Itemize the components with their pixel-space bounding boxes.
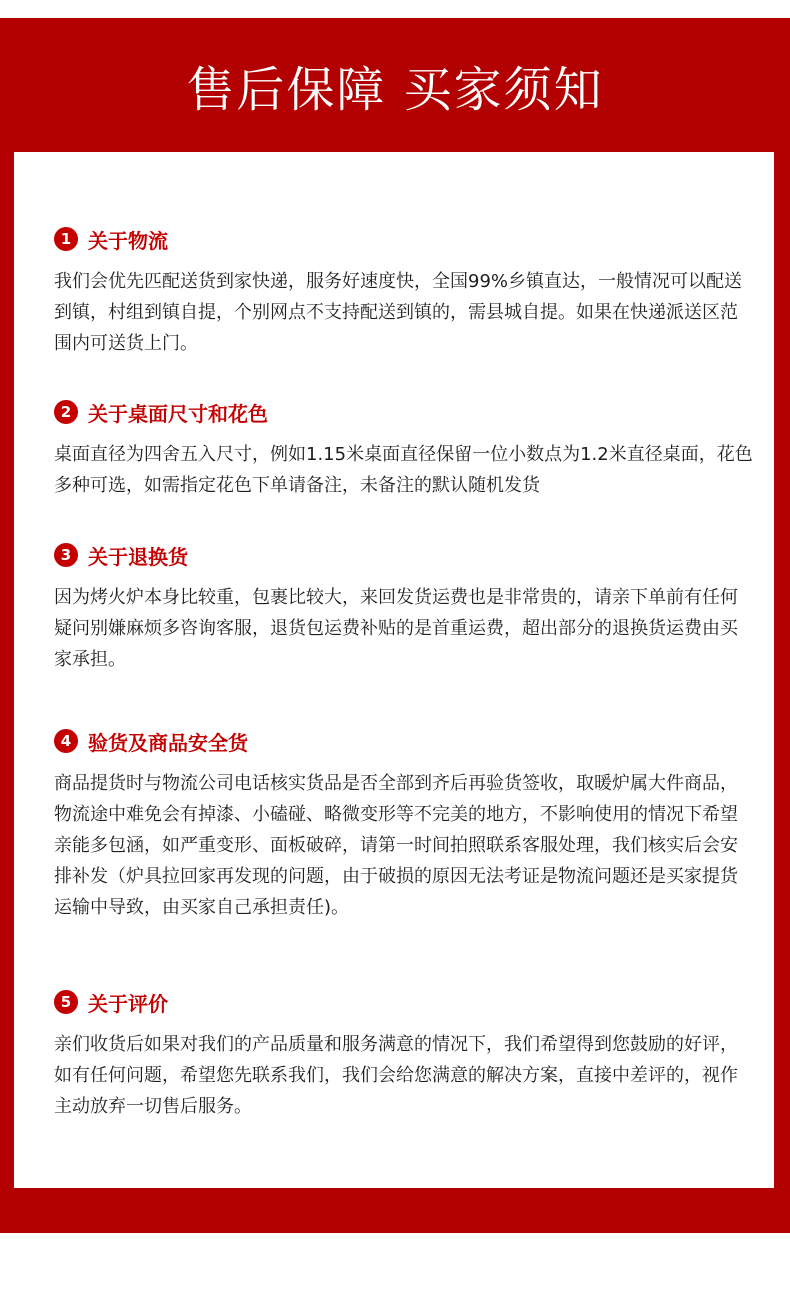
number-badge-icon: 3 bbox=[54, 543, 78, 567]
section-title: 关于退换货 bbox=[88, 544, 188, 569]
number-badge-icon: 1 bbox=[54, 227, 78, 251]
section-logistics bbox=[54, 224, 754, 359]
section-header bbox=[54, 726, 754, 756]
section-body: 桌面直径为四舍五入尺寸，例如1.15米桌面直径保留一位小数点为1.2米直径桌面，花色多种可选，如需指定花色下单请备注，未备注的默认随机发货 bbox=[54, 444, 753, 496]
section-title: 验货及商品安全货 bbox=[88, 730, 248, 755]
page-title: 售后保障 买家须知 bbox=[186, 61, 604, 118]
section-body: 亲们收货后如果对我们的产品质量和服务满意的情况下，我们希望得到您鼓励的好评，如有任何问题，希望您先联系我们，我们会给您满意的解决方案，直接中差评的，视作主动放弃一切售后服务。 bbox=[54, 1034, 738, 1117]
section-title: 关于评价 bbox=[88, 991, 168, 1016]
content-panel bbox=[14, 152, 774, 1188]
section-header bbox=[54, 224, 754, 254]
section-returns bbox=[54, 540, 754, 675]
section-table-size bbox=[54, 397, 754, 501]
section-title: 关于桌面尺寸和花色 bbox=[88, 401, 268, 426]
section-body: 商品提货时与物流公司电话核实货品是否全部到齐后再验货签收，取暖炉属大件商品，物流途中难免会有掉漆、小磕碰、略微变形等不完美的地方，不影响使用的情况下希望亲能多包涵，如严重变形、面板破碎，请第一时间拍照联系客服处理，我们核实后会安排补发（炉具拉回家再发现的问题，由于破损的原因无法考证是物流问题还是买家提货运输中导致，由买家自己承担责任)。 bbox=[54, 773, 738, 918]
number-badge-icon: 4 bbox=[54, 729, 78, 753]
number-badge-icon: 2 bbox=[54, 400, 78, 424]
section-reviews bbox=[54, 987, 754, 1122]
section-header bbox=[54, 987, 754, 1017]
section-body: 因为烤火炉本身比较重，包裹比较大，来回发货运费也是非常贵的，请亲下单前有任何疑问别嫌麻烦多咨询客服，退货包运费补贴的是首重运费，超出部分的退换货运费由买家承担。 bbox=[54, 587, 738, 670]
section-header bbox=[54, 397, 754, 427]
section-title: 关于物流 bbox=[88, 228, 168, 253]
number-badge-icon: 5 bbox=[54, 990, 78, 1014]
section-inspection bbox=[54, 726, 754, 923]
section-header bbox=[54, 540, 754, 570]
section-body: 我们会优先匹配送货到家快递，服务好速度快，全国99%乡镇直达，一般情况可以配送到镇，村组到镇自提，个别网点不支持配送到镇的，需县城自提。如果在快递派送区范围内可送货上门。 bbox=[54, 271, 743, 354]
